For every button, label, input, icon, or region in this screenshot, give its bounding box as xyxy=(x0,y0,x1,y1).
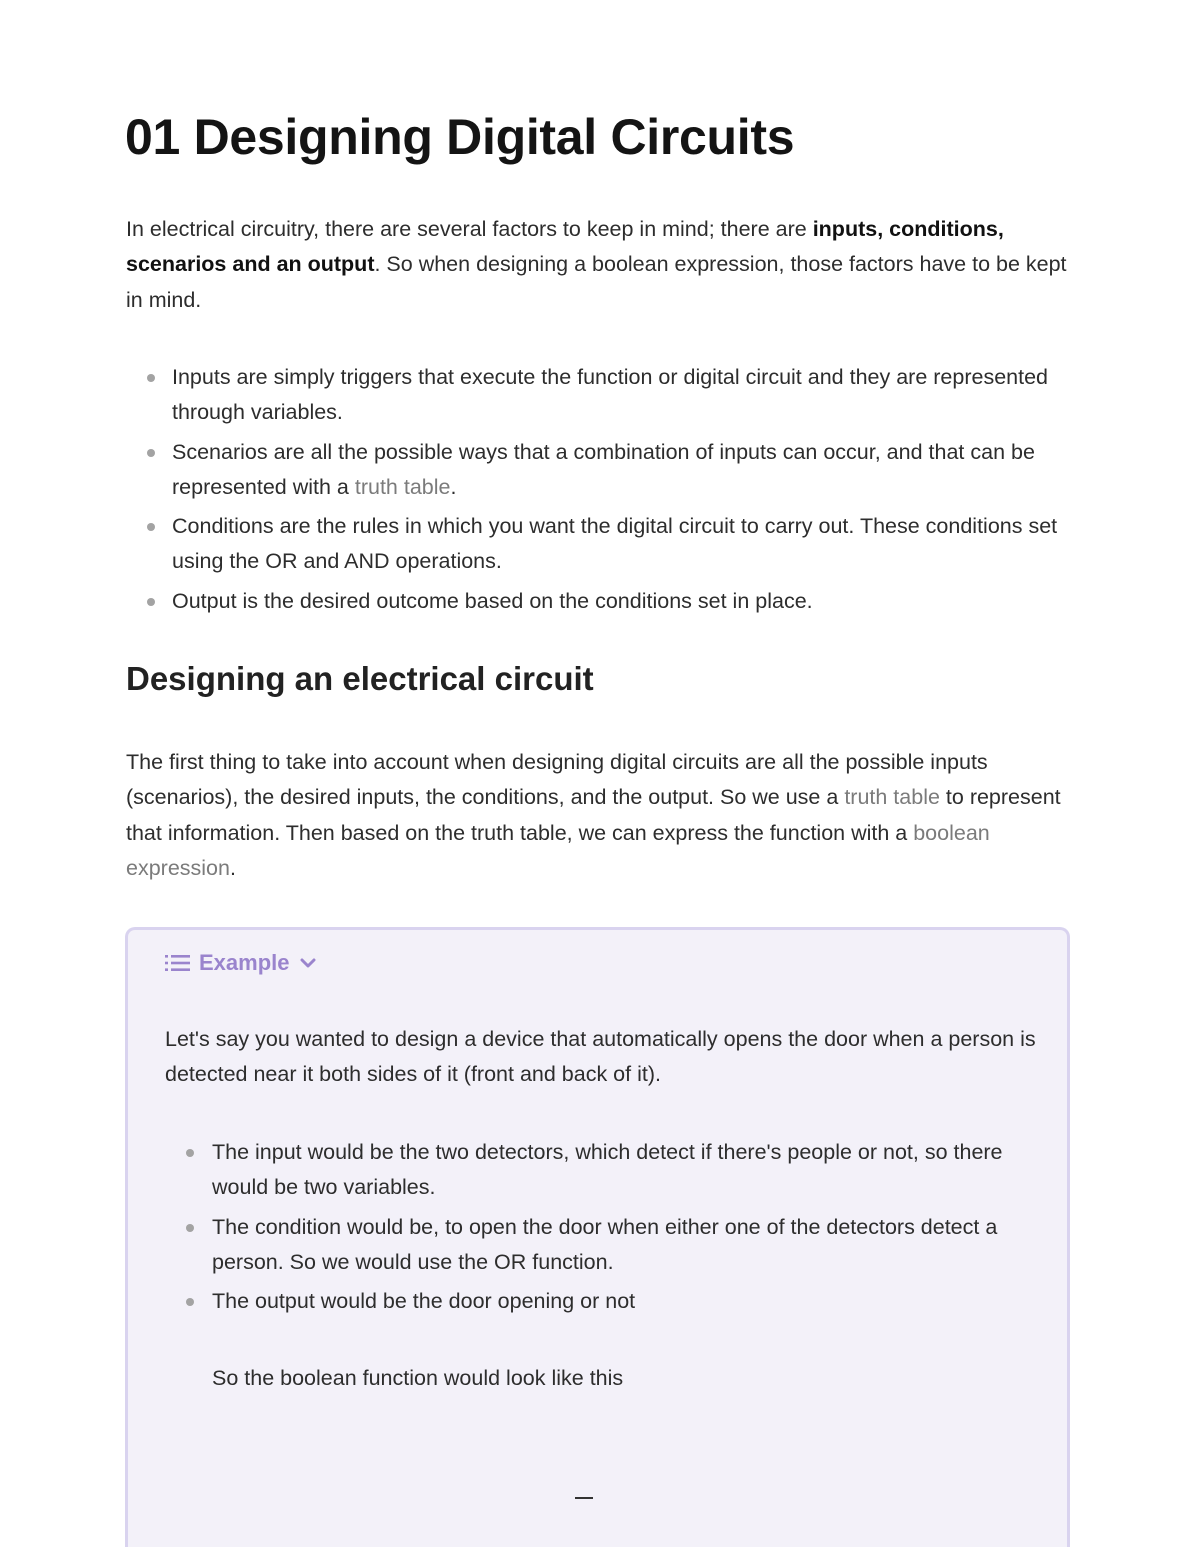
truth-table-link[interactable]: truth table xyxy=(844,785,940,810)
intro-bold-factors: inputs, conditions, scenarios and an output xyxy=(126,217,1004,277)
example-item-input: The input would be the two detectors, which detect if there's people or not, so there would be two variables. xyxy=(212,1140,1003,1200)
section-text-3: . xyxy=(229,855,236,880)
example-item-condition: The condition would be, to open the door when either one of the detectors detect a person. So we would use the OR function. xyxy=(212,1214,998,1274)
boolean-expression-link[interactable]: boolean expression xyxy=(126,820,990,880)
intro-text-after: . So when designing a boolean expression, those factors have to be kept in mind. xyxy=(126,252,1067,312)
bullet-icon xyxy=(186,1224,194,1232)
bullet-icon xyxy=(147,374,155,382)
bullet-icon xyxy=(147,523,155,531)
list-item xyxy=(126,509,1066,580)
list-item xyxy=(126,584,1066,619)
example-callout xyxy=(125,927,1070,1547)
factor-conditions-text: Conditions are the rules in which you want the digital circuit to carry out. These conditions set using the OR and AND operations. xyxy=(172,514,1058,574)
factor-scenarios-text: Scenarios are all the possible ways that a combination of inputs can occur, and that can be represented with a xyxy=(172,439,1035,499)
list-item xyxy=(126,435,1066,506)
example-item-output: The output would be the door opening or not xyxy=(212,1289,636,1314)
intro-text-before: In electrical circuitry, there are several factors to keep in mind; there are xyxy=(126,217,813,241)
list-item xyxy=(165,1210,1045,1281)
intro-paragraph xyxy=(126,212,1076,318)
section-text-2: to represent that information. Then based on the truth table, we can express the function with a xyxy=(126,785,1061,845)
truth-table-link[interactable]: truth table xyxy=(354,474,451,499)
section-text-1: The first thing to take into account when designing digital circuits are all the possible inputs (scenarios), the desired inputs, the conditions, and the output. So we use a xyxy=(126,750,988,810)
factor-inputs-text: Inputs are simply triggers that execute the function or digital circuit and they are represented through variables. xyxy=(172,365,1048,425)
example-intro: Let's say you wanted to design a device that automatically opens the door when a person is detected near it both sides of it (front and back of it). xyxy=(165,1027,1036,1087)
section-heading: Designing an electrical circuit xyxy=(126,660,594,697)
factors-list xyxy=(126,360,1066,623)
factor-scenarios-end: . xyxy=(450,474,457,499)
overline-mark xyxy=(575,1497,593,1499)
list-item xyxy=(126,360,1066,431)
section-paragraph xyxy=(126,745,1076,886)
example-toggle[interactable] xyxy=(165,950,316,976)
list-icon xyxy=(165,953,191,973)
example-label: Example xyxy=(199,950,290,975)
bullet-icon xyxy=(147,598,155,606)
chevron-down-icon[interactable] xyxy=(300,957,316,969)
factor-output-text: Output is the desired outcome based on the conditions set in place. xyxy=(172,588,813,613)
list-item xyxy=(165,1135,1045,1206)
bullet-icon xyxy=(147,449,155,457)
page-title: 01 Designing Digital Circuits xyxy=(125,109,795,165)
example-after-list: So the boolean function would look like this xyxy=(212,1366,624,1390)
bullet-icon xyxy=(186,1149,194,1157)
list-item xyxy=(165,1284,1045,1319)
example-list xyxy=(165,1135,1045,1323)
bullet-icon xyxy=(186,1298,194,1306)
